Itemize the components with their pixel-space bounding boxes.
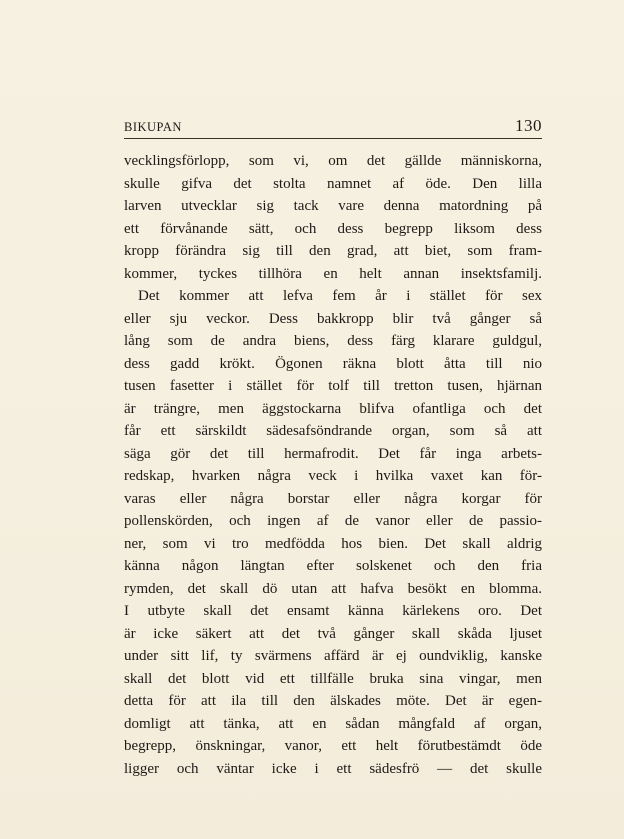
text-line: ett förvånande sätt, och dess begrepp liksom dess (124, 220, 542, 237)
page-number: 130 (515, 116, 542, 135)
text-line: varas eller några borstar eller några korgar för (124, 490, 542, 507)
running-head: BIKUPAN (124, 120, 182, 134)
text-line: domligt att tänka, att en sådan mångfald af organ, (124, 715, 542, 732)
text-line: skall det blott vid ett tillfälle bruka sina vingar, men (124, 670, 542, 687)
text-line: kommer, tyckes tillhöra en helt annan insektsfamilj. (124, 265, 542, 282)
text-line: ner, som vi tro medfödda hos bien. Det skall aldrig (124, 535, 542, 552)
text-line: Det kommer att lefva fem år i stället för sex (138, 288, 542, 304)
text-line: skulle gifva det stolta namnet af öde. Den lilla (124, 175, 542, 192)
text-line: dess gadd krökt. Ögonen räkna blott åtta till nio (124, 355, 542, 372)
text-line: under sitt lif, ty svärmens affärd är ej oundviklig, kanske (124, 648, 542, 664)
text-line: ligger och väntar icke i ett sädesfrö — det skulle (124, 760, 542, 777)
text-line: är icke säkert att det två gånger skall skåda ljuset (124, 625, 542, 642)
text-line: detta för att ila till den älskades möte. Det är egen- (124, 693, 542, 709)
text-line: I utbyte skall det ensamt känna kärlekens oro. Det (124, 603, 542, 619)
text-line: begrepp, önskningar, vanor, ett helt förutbestämdt öde (124, 738, 542, 754)
page-header (124, 116, 542, 138)
text-line: larven utvecklar sig tack vare denna matordning på (124, 198, 542, 214)
text-line: lång som de andra biens, dess färg klarare guldgul, (124, 333, 542, 349)
text-line: får ett särskildt sädesafsöndrande organ, som så att (124, 423, 542, 439)
body-text (124, 150, 542, 780)
text-line: eller sju veckor. Dess bakkropp blir två gånger så (124, 310, 542, 327)
text-line: kropp förändra sig till den grad, att biet, som fram- (124, 243, 542, 259)
text-line: är trängre, men äggstockarna blifva ofantliga och det (124, 400, 542, 417)
text-line: redskap, hvarken några veck i hvilka vaxet kan för- (124, 468, 542, 484)
text-line: säga gör det till hermafrodit. Det får inga arbets- (124, 445, 542, 462)
text-line: känna någon längtan efter solskenet och den fria (124, 558, 542, 574)
text-line: rymden, det skall dö utan att hafva besökt en blomma. (124, 580, 542, 597)
text-line: tusen fasetter i stället för tolf till tretton tusen, hjärnan (124, 378, 542, 394)
header-rule (124, 138, 542, 139)
text-line: vecklingsförlopp, som vi, om det gällde människorna, (124, 153, 542, 169)
text-line: pollenskörden, och ingen af de vanor eller de passio- (124, 513, 542, 529)
